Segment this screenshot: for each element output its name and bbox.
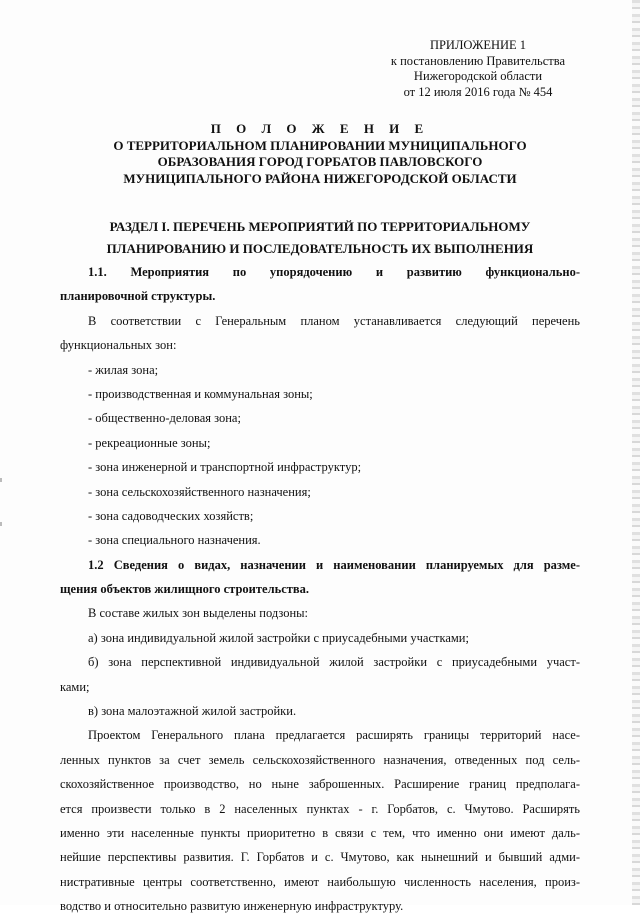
subsection-1-2-heading-cont: щения объектов жилищного строительства. bbox=[60, 582, 310, 597]
appendix-header bbox=[378, 38, 578, 100]
zone-item: - общественно-деловая зона; bbox=[88, 411, 241, 426]
zone-item: - производственная и коммунальная зоны; bbox=[88, 386, 313, 401]
subsection-1-1-heading-cont: планировочной структуры. bbox=[60, 289, 216, 304]
paragraph-line: скохозяйственное производство, но ныне заброшенных. Расширение границ предполага- bbox=[60, 777, 580, 792]
paragraph-line: ленных пунктов за счет земель сельскохозяйственного назначения, отведенных под сель- bbox=[60, 752, 580, 767]
zone-item: - жилая зона; bbox=[88, 362, 159, 377]
subzone-item: б) зона перспективной индивидуальной жилой застройки с приусадебными участ- bbox=[88, 655, 580, 670]
zone-item: - зона специального назначения. bbox=[88, 533, 261, 548]
scan-speck bbox=[0, 522, 2, 526]
subzone-item: а) зона индивидуальной жилой застройки с приусадебными участками; bbox=[88, 630, 469, 645]
heading-word: по bbox=[232, 265, 247, 279]
appendix-date: от 12 июля 2016 года № 454 bbox=[403, 84, 553, 99]
heading-word: развитию bbox=[406, 265, 462, 279]
zone-item: - зона инженерной и транспортной инфраструктур; bbox=[88, 460, 362, 475]
paragraph-line: ется произвести только в 2 населенных пунктах - г. Горбатов, с. Чмутово. Расширять bbox=[60, 801, 580, 816]
zone-item: - зона садоводческих хозяйств; bbox=[88, 508, 254, 523]
title-line: ОБРАЗОВАНИЯ ГОРОД ГОРБАТОВ ПАВЛОВСКОГО bbox=[157, 154, 483, 169]
subzone-item: в) зона малоэтажной жилой застройки. bbox=[88, 704, 297, 719]
intro-line: В соответствии с Генеральным планом устанавливается следующий перечень bbox=[88, 313, 580, 328]
scan-edge bbox=[632, 0, 640, 905]
paragraph-line: Проектом Генерального плана предлагается расширять границы территорий насе- bbox=[88, 728, 580, 743]
scan-speck bbox=[0, 478, 2, 482]
intro-line: функциональных зон: bbox=[60, 338, 177, 353]
title-word: П О Л О Ж Е Н И Е bbox=[210, 121, 430, 136]
heading-word: Мероприятия bbox=[130, 265, 210, 279]
zone-item: - зона сельскохозяйственного назначения; bbox=[88, 484, 311, 499]
zone-item: - рекреационные зоны; bbox=[88, 435, 211, 450]
paragraph-line: нейшие перспективы развития. Г. Горбатов и с. Чмутово, как нынешний и бывший адми- bbox=[60, 850, 580, 865]
title-line: МУНИЦИПАЛЬНОГО РАЙОНА НИЖЕГОРОДСКОЙ ОБЛАСТИ bbox=[123, 170, 517, 186]
paragraph-line: водство и относительно развитую инженерную инфраструктуру. bbox=[60, 899, 404, 914]
subzone-item-cont: ками; bbox=[60, 679, 90, 694]
paragraph-line: именно эти населенные пункты приоритетно в связи с тем, что именно они имеют даль- bbox=[60, 825, 580, 840]
appendix-number: ПРИЛОЖЕНИЕ 1 bbox=[429, 38, 527, 52]
heading-word: упорядочению bbox=[269, 265, 353, 279]
section-heading-line: РАЗДЕЛ I. ПЕРЕЧЕНЬ МЕРОПРИЯТИЙ ПО ТЕРРИТОРИАЛЬНОМУ bbox=[109, 219, 531, 234]
paragraph-line: нистративные центры соответственно, имеют наибольшую численность населения, произ- bbox=[60, 874, 580, 889]
subsection-1-1-heading bbox=[60, 260, 580, 284]
heading-word: и bbox=[375, 265, 384, 279]
appendix-region: Нижегородской области bbox=[413, 69, 543, 83]
document-title bbox=[60, 121, 580, 187]
document-body bbox=[60, 260, 580, 919]
heading-word: 1.1. bbox=[88, 265, 107, 279]
subzone-intro: В составе жилых зон выделены подзоны: bbox=[88, 606, 309, 621]
heading-word: функционально- bbox=[485, 265, 580, 279]
section-heading-line: ПЛАНИРОВАНИЮ И ПОСЛЕДОВАТЕЛЬНОСТЬ ИХ ВЫПОЛНЕНИЯ bbox=[106, 241, 534, 256]
section-heading bbox=[60, 216, 580, 260]
subsection-1-2-heading: 1.2 Сведения о видах, назначении и наименовании планируемых для разме- bbox=[88, 557, 580, 572]
title-line: О ТЕРРИТОРИАЛЬНОМ ПЛАНИРОВАНИИ МУНИЦИПАЛЬНОГО bbox=[113, 137, 527, 153]
appendix-decree: к постановлению Правительства bbox=[390, 53, 566, 68]
